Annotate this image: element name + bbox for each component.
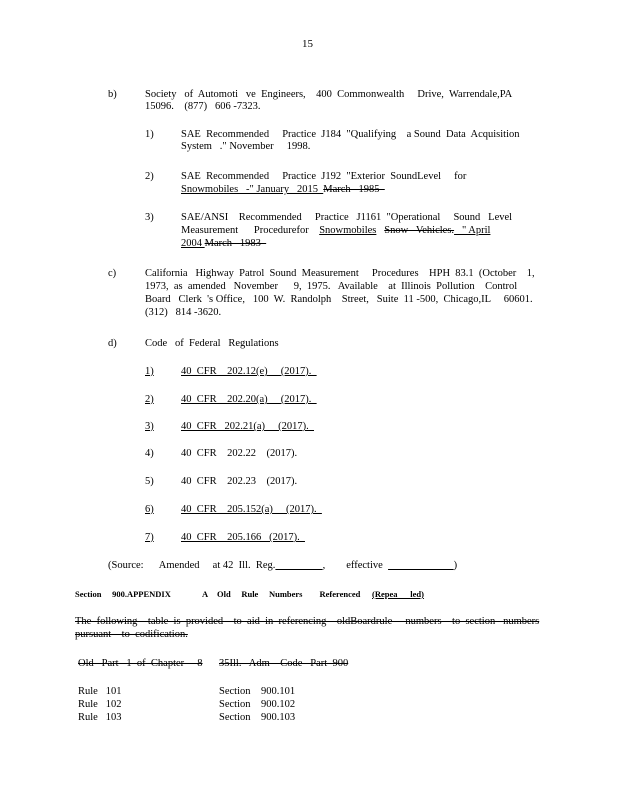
b-item3-line1: SAE/ANSI Recommended Practice J1161 "Operational Sound Level: [181, 212, 513, 223]
source-close: ): [453, 560, 458, 571]
d-item7-text: 40 CFR 205.166 (2017).: [181, 532, 305, 543]
d-item5-num: 5): [145, 476, 154, 487]
page-number: 15: [302, 38, 313, 50]
item-c-line3: Board Clerk 's Office, 100 W. Randolph Street, Suite 11 -500, Chicago,IL 60601.: [145, 294, 533, 305]
source-open: (Source: Amended at 42 Ill. Reg.: [108, 560, 276, 571]
source-blank-2: [388, 560, 454, 571]
d-item7-num: 7): [145, 532, 154, 543]
b-item2-line1: SAE Recommended Practice J192 "Exterior SoundLevel for: [181, 171, 467, 182]
b-item3-deleted: Snow Vehicles.: [384, 225, 455, 236]
d-item5-text: 40 CFR 202.23 (2017).: [181, 476, 298, 487]
struck-para-line2: pursuant to codification.: [75, 629, 188, 640]
b-item2-num: 2): [145, 171, 154, 182]
b-item3-inserted: Snowmobiles: [319, 225, 377, 236]
table-row-2-section: Section 900.102: [219, 699, 296, 710]
item-b-label: b): [108, 89, 117, 100]
source-line: [108, 560, 457, 572]
b-item3-deleted2: March 1983: [204, 238, 267, 249]
b-item3-line3: [181, 238, 266, 250]
item-d-label: d): [108, 338, 117, 349]
d-item1-text: 40 CFR 202.12(e) (2017).: [181, 366, 317, 377]
d-item4-text: 40 CFR 202.22 (2017).: [181, 448, 298, 459]
b-item2-inserted: Snowmobiles -" January 2015: [181, 184, 324, 195]
appendix-repealed: (Repea led): [372, 589, 424, 599]
item-c-line4: (312) 814 -3620.: [145, 307, 222, 318]
item-c-line2: 1973, as amended November 9, 1975. Available at Illinois Pollution Control: [145, 281, 518, 292]
table-row-2-rule: Rule 102: [78, 699, 122, 710]
d-item4-num: 4): [145, 448, 154, 459]
d-item6-num: 6): [145, 504, 154, 515]
table-row-3-section: Section 900.103: [219, 712, 296, 723]
table-header-left: Old Part 1 of Chapter 8: [78, 658, 203, 669]
appendix-title: Old Rule Numbers Referenced: [217, 589, 361, 599]
table-row-1-section: Section 900.101: [219, 686, 296, 697]
table-header-right: 35Ill. Adm Code Part 900: [219, 658, 349, 669]
d-item3-text: 40 CFR 202.21(a) (2017).: [181, 421, 314, 432]
item-b-line2: 15096. (877) 606 -7323.: [145, 101, 261, 112]
b-item3-inserted2: " April: [454, 225, 491, 236]
table-row-3-rule: Rule 103: [78, 712, 122, 723]
b-item1-line2: System ." November 1998.: [181, 141, 311, 152]
item-c-line1: California Highway Patrol Sound Measurement Procedures HPH 83.1 (October 1,: [145, 268, 535, 279]
b-item1-line1: SAE Recommended Practice J184 "Qualifying a Sound Data Acquisition: [181, 129, 520, 140]
table-row-1-rule: Rule 101: [78, 686, 122, 697]
d-item2-text: 40 CFR 202.20(a) (2017).: [181, 394, 317, 405]
source-blank-1: [275, 560, 322, 571]
appendix-section: Section 900.APPENDIX: [75, 589, 171, 599]
b-item3-line2: [181, 225, 490, 237]
item-d-title: Code of Federal Regulations: [145, 338, 279, 349]
b-item3-num: 3): [145, 212, 154, 223]
struck-para-line1: The following table is provided to aid in referencing oldBoardrule numbers to section numbers: [75, 616, 540, 627]
b-item2-line2: [181, 184, 385, 196]
appendix-letter: A: [202, 589, 209, 599]
b-item3-text: Measurement Procedurefor: [181, 225, 320, 236]
b-item3-inserted3: 2004: [181, 238, 205, 249]
d-item3-num: 3): [145, 421, 154, 432]
item-c-label: c): [108, 268, 117, 279]
item-b-line1: Society of Automoti ve Engineers, 400 Commonwealth Drive, Warrendale,PA: [145, 89, 513, 100]
d-item1-num: 1): [145, 366, 154, 377]
d-item2-num: 2): [145, 394, 154, 405]
b-item1-num: 1): [145, 129, 154, 140]
d-item6-text: 40 CFR 205.152(a) (2017).: [181, 504, 322, 515]
source-effective: , effective: [322, 560, 389, 571]
b-item2-deleted: March 1985: [323, 184, 385, 195]
